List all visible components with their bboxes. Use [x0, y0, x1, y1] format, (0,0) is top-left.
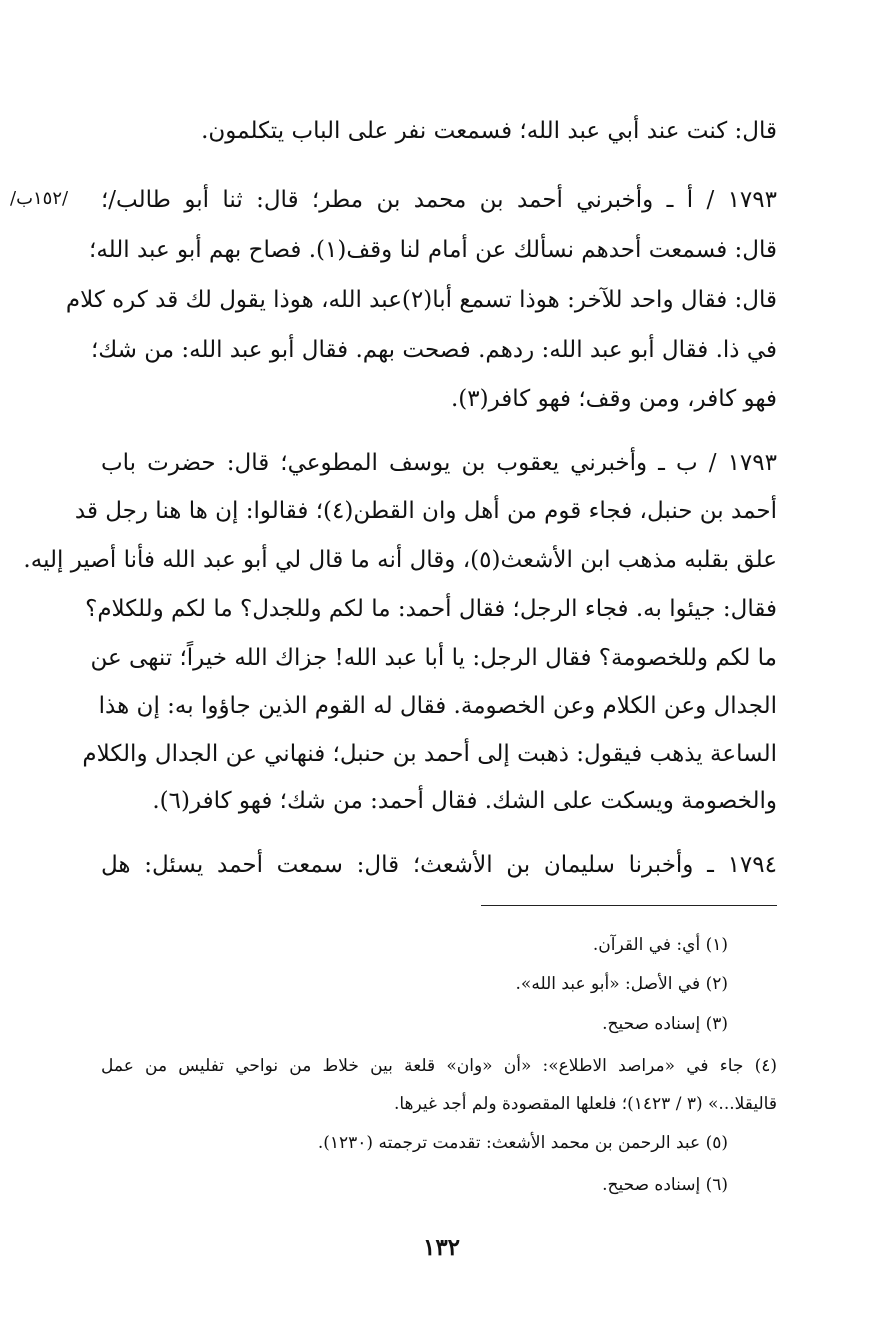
- page-number: ١٣٢: [422, 1234, 461, 1261]
- entry-1793a-line: ١٧٩٣ / أ ـ وأخبرني أحمد بن محمد بن مطر؛ قال: ثنا أبو طالب/؛: [101, 187, 777, 213]
- footnote-4: (٤) جاء في «مراصد الاطلاع»: «أن «وان» قلعة بين خلاط من نواحي تفليس من عمل: [101, 1056, 777, 1076]
- entry-1793b-line: ١٧٩٣ / ب ـ وأخبرني يعقوب بن يوسف المطوعي؛ قال: حضرت باب: [101, 450, 777, 476]
- text-line: الساعة يذهب فيقول: ذهبت إلى أحمد بن حنبل؛ فنهاني عن الجدال والكلام: [82, 741, 777, 767]
- text-line: في ذا. فقال أبو عبد الله: ردهم. فصحت بهم. فقال أبو عبد الله: من شك؛: [90, 337, 777, 363]
- footnote-separator: [481, 905, 777, 906]
- text-line: علق بقلبه مذهب ابن الأشعث(٥)، وقال أنه ما قال لي أبو عبد الله فأنا أصير إليه.: [23, 547, 777, 573]
- text-line: قال: فسمعت أحدهم نسألك عن أمام لنا وقف(١). فصاح بهم أبو عبد الله؛: [89, 237, 777, 263]
- text-line: والخصومة ويسكت على الشك. فقال أحمد: من شك؛ فهو كافر(٦).: [152, 788, 777, 814]
- text-line: أحمد بن حنبل، فجاء قوم من أهل وان القطن(٤)؛ فقالوا: إن ها هنا رجل قد: [74, 498, 777, 524]
- text-line: فقال: جيئوا به. فجاء الرجل؛ فقال أحمد: ما لكم وللجدل؟ ما لكم وللكلام؟: [85, 596, 777, 622]
- margin-folio-note: /١٥٢ب/: [10, 188, 69, 209]
- text-line: ما لكم وللخصومة؟ فقال الرجل: يا أبا عبد الله! جزاك الله خيراً؛ تنهى عن: [90, 645, 777, 671]
- entry-1794-line: ١٧٩٤ ـ وأخبرنا سليمان بن الأشعث؛ قال: سمعت أحمد يسئل: هل: [101, 852, 777, 878]
- footnote-3: (٣) إسناده صحيح.: [602, 1014, 728, 1034]
- text-line: قال: كنت عند أبي عبد الله؛ فسمعت نفر على الباب يتكلمون.: [201, 118, 777, 144]
- footnote-4-continuation: قاليقلا...» (٣ / ١٤٢٣)؛ فلعلها المقصودة ولم أجد غيرها.: [393, 1094, 777, 1114]
- footnote-2: (٢) في الأصل: «أبو عبد الله».: [515, 974, 728, 994]
- footnote-5: (٥) عبد الرحمن بن محمد الأشعث: تقدمت ترجمته (١٢٣٠).: [317, 1133, 728, 1153]
- text-line: فهو كافر، ومن وقف؛ فهو كافر(٣).: [450, 386, 777, 412]
- text-line: الجدال وعن الكلام وعن الخصومة. فقال له القوم الذين جاؤوا به: إن هذا: [98, 693, 777, 719]
- text-line: قال: فقال واحد للآخر: هوذا تسمع أبا(٢)عبد الله، هوذا يقول لك قد كره كلام: [65, 287, 777, 313]
- footnote-6: (٦) إسناده صحيح.: [602, 1175, 728, 1195]
- footnote-1: (١) أي: في القرآن.: [592, 935, 728, 955]
